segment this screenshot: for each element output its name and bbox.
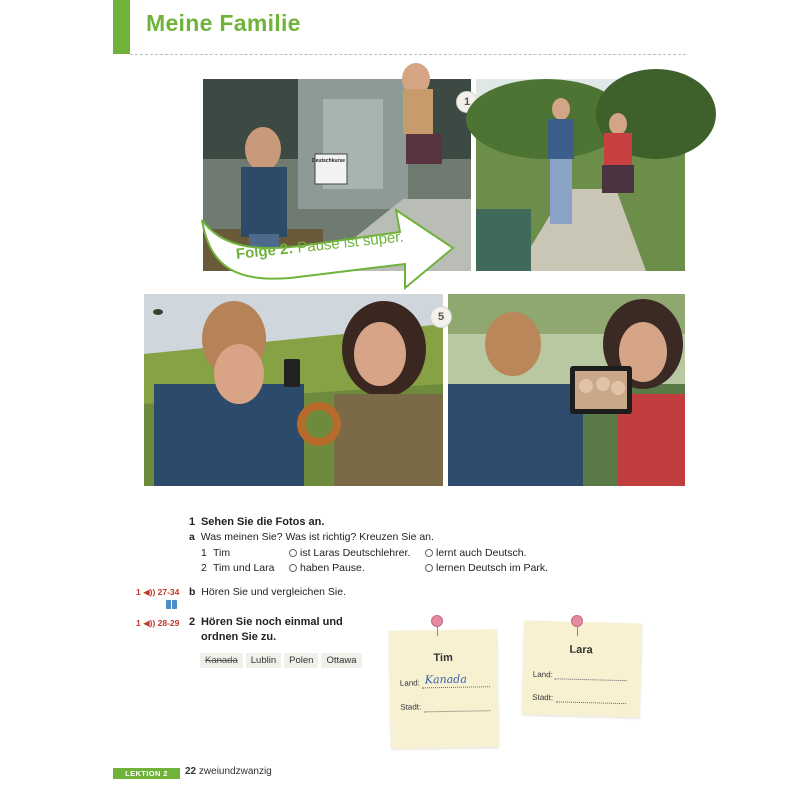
row-2-option-2[interactable] [425,561,548,575]
word-chip-lublin[interactable]: Lublin [246,653,281,668]
land-label: Land: [399,678,420,688]
exercise-number: 1 [189,516,196,528]
option-label: lernen Deutsch im Park. [436,562,549,574]
stadt-label: Stadt: [400,702,422,712]
row-1-number: 1 [201,547,207,559]
note-name: Tim [433,651,453,665]
exercise-1-heading [189,515,324,529]
land-label: Land: [532,669,553,680]
radio-button[interactable] [289,564,297,572]
audio-track-1b[interactable]: 1 ◀)) 27-34 [136,587,180,597]
task-letter: b [189,586,196,598]
row-2-number: 2 [201,562,207,574]
stadt-answer-line[interactable] [556,701,626,704]
task-letter: a [189,531,195,543]
radio-button[interactable] [425,549,433,557]
header-divider [130,54,686,55]
page-number-word: zweiundzwanzig [198,766,272,777]
radio-button[interactable] [289,549,297,557]
option-label: lernt auch Deutsch. [436,547,527,559]
sign-label: Deutschkurse [312,158,346,164]
note-card-lara [522,620,642,717]
episode-number: Folge 2: [235,240,295,263]
page-number: 22 [185,766,197,777]
photo-4 [437,294,685,486]
word-chip-polen[interactable]: Polen [284,653,318,668]
exercise-1a-instruction [189,530,434,544]
task-text: Was meinen Sie? Was ist richtig? Kreuzen Sie an. [200,531,434,543]
exercise-instruction: Sehen Sie die Fotos an. [200,516,325,528]
exercise-number: 2 [189,616,196,628]
audio-track-2[interactable]: 1 ◀)) 28-29 [136,618,180,628]
episode-subtitle: Pause ist super. [296,228,405,257]
word-chip-ottawa[interactable]: Ottawa [321,653,361,668]
task-text: Hören Sie und vergleichen Sie. [201,586,347,598]
stadt-answer-line[interactable] [424,710,490,712]
row-2-subject: Tim und Lara [213,562,275,574]
pushpin-icon [571,615,583,627]
word-bank [200,653,362,668]
land-answer-line[interactable] [422,686,490,688]
note-card-tim [389,629,499,749]
row-1-option-1[interactable] [289,546,410,560]
photo-number-badge: 5 [430,306,452,328]
stadt-label: Stadt: [532,692,554,703]
note-name: Lara [569,643,593,657]
option-label: haben Pause. [300,562,365,574]
exercise-instruction-line-1: Hören Sie noch einmal und [200,616,343,628]
photo-number-badge: 1 [456,91,478,113]
exercise-1b-instruction [189,585,346,599]
radio-button[interactable] [425,564,433,572]
photo-3 [144,294,443,486]
option-label: ist Laras Deutschlehrer. [300,547,411,559]
land-answer[interactable]: Kanada [424,672,467,687]
word-chip-kanada[interactable]: Kanada [200,653,243,668]
exercise-2-heading [189,615,343,629]
page-footer [185,766,272,777]
row-2-option-1[interactable] [289,561,365,575]
exercise-instruction-line-2: ordnen Sie zu. [201,631,277,643]
video-icon[interactable] [166,600,177,609]
row-1-option-2[interactable] [425,546,526,560]
lesson-tag: LEKTION 2 [113,768,180,779]
header-accent-bar [113,0,130,54]
pushpin-icon [431,615,443,627]
photo-2 [476,79,685,271]
row-1-subject: Tim [213,547,231,559]
page-title: Meine Familie [146,10,301,36]
exercise-2-heading-line-2 [201,630,276,644]
land-answer-line[interactable] [555,678,627,681]
